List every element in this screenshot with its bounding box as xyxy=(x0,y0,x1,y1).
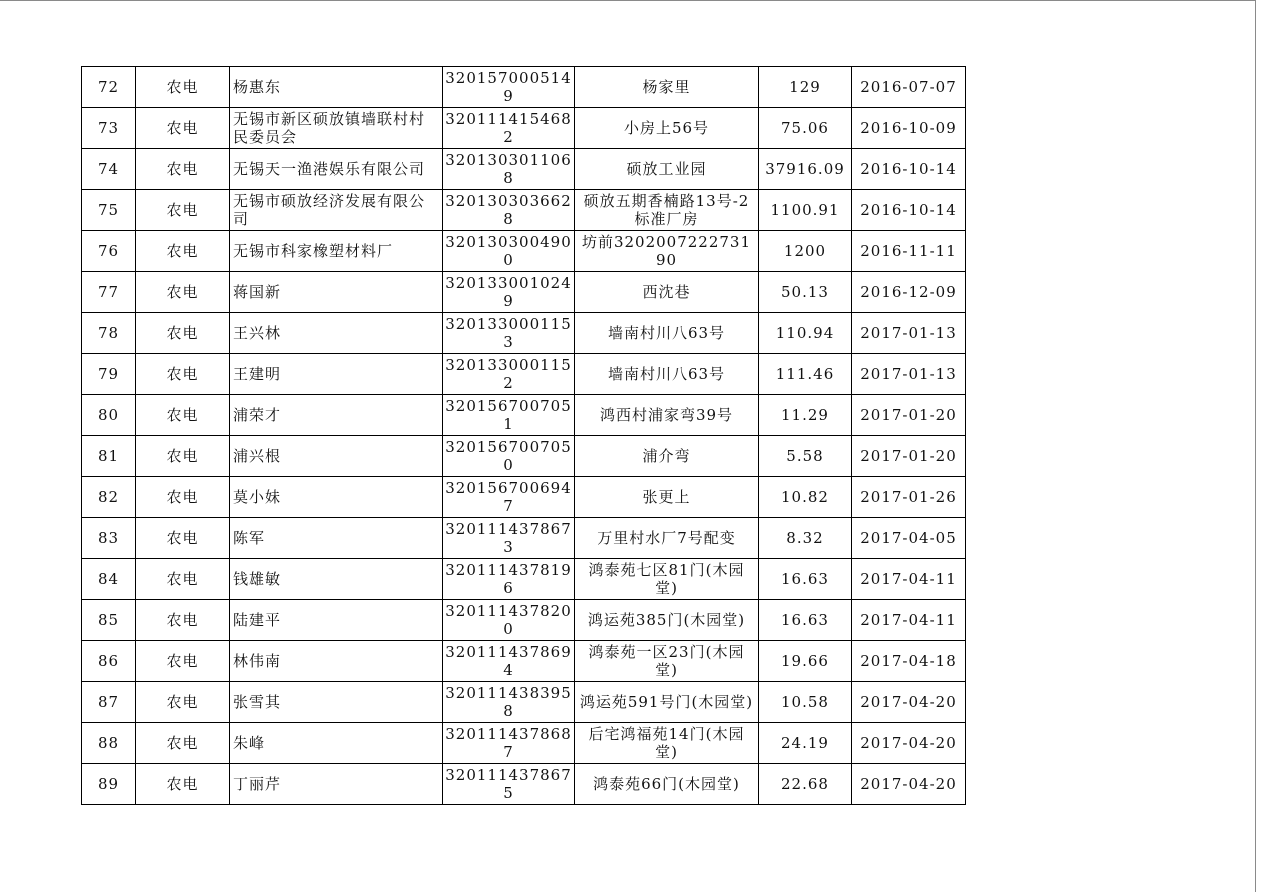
cell-amount: 16.63 xyxy=(759,600,852,641)
cell-account: 3201114378694 xyxy=(443,641,575,682)
table-row xyxy=(82,190,966,231)
cell-name: 无锡市硕放经济发展有限公司 xyxy=(230,190,443,231)
table-row xyxy=(82,354,966,395)
cell-amount: 10.82 xyxy=(759,477,852,518)
cell-account: 3201114378673 xyxy=(443,518,575,559)
cell-address: 鸿西村浦家弯39号 xyxy=(575,395,759,436)
cell-amount: 1100.91 xyxy=(759,190,852,231)
cell-amount: 8.32 xyxy=(759,518,852,559)
cell-name: 浦荣才 xyxy=(230,395,443,436)
cell-type: 农电 xyxy=(136,641,230,682)
cell-account: 3201114378200 xyxy=(443,600,575,641)
cell-account: 3201330001153 xyxy=(443,313,575,354)
cell-amount: 5.58 xyxy=(759,436,852,477)
cell-address: 张更上 xyxy=(575,477,759,518)
table-row xyxy=(82,272,966,313)
cell-type: 农电 xyxy=(136,518,230,559)
cell-amount: 19.66 xyxy=(759,641,852,682)
cell-account: 3201114383958 xyxy=(443,682,575,723)
cell-address: 鸿泰苑七区81门(木园堂) xyxy=(575,559,759,600)
cell-date: 2017-04-11 xyxy=(852,559,966,600)
cell-date: 2017-04-20 xyxy=(852,723,966,764)
cell-amount: 129 xyxy=(759,67,852,108)
cell-date: 2016-10-09 xyxy=(852,108,966,149)
cell-no: 78 xyxy=(82,313,136,354)
table-row xyxy=(82,108,966,149)
table-row xyxy=(82,231,966,272)
records-table-body xyxy=(82,67,966,805)
cell-type: 农电 xyxy=(136,272,230,313)
cell-date: 2017-01-13 xyxy=(852,313,966,354)
table-row xyxy=(82,682,966,723)
cell-no: 80 xyxy=(82,395,136,436)
cell-type: 农电 xyxy=(136,108,230,149)
cell-amount: 22.68 xyxy=(759,764,852,805)
cell-name: 陈军 xyxy=(230,518,443,559)
cell-address: 硕放工业园 xyxy=(575,149,759,190)
cell-name: 浦兴根 xyxy=(230,436,443,477)
table-row xyxy=(82,436,966,477)
cell-amount: 75.06 xyxy=(759,108,852,149)
cell-account: 3201114378687 xyxy=(443,723,575,764)
cell-account: 3201330010249 xyxy=(443,272,575,313)
cell-type: 农电 xyxy=(136,477,230,518)
cell-no: 83 xyxy=(82,518,136,559)
cell-name: 朱峰 xyxy=(230,723,443,764)
cell-type: 农电 xyxy=(136,231,230,272)
cell-type: 农电 xyxy=(136,559,230,600)
cell-no: 79 xyxy=(82,354,136,395)
cell-type: 农电 xyxy=(136,600,230,641)
cell-type: 农电 xyxy=(136,395,230,436)
cell-name: 王建明 xyxy=(230,354,443,395)
cell-type: 农电 xyxy=(136,67,230,108)
table-row xyxy=(82,477,966,518)
cell-address: 坊前320200722273190 xyxy=(575,231,759,272)
cell-amount: 24.19 xyxy=(759,723,852,764)
cell-no: 76 xyxy=(82,231,136,272)
table-row xyxy=(82,723,966,764)
cell-no: 84 xyxy=(82,559,136,600)
cell-account: 3201567007050 xyxy=(443,436,575,477)
cell-amount: 50.13 xyxy=(759,272,852,313)
cell-address: 鸿泰苑66门(木园堂) xyxy=(575,764,759,805)
cell-date: 2017-04-11 xyxy=(852,600,966,641)
cell-type: 农电 xyxy=(136,723,230,764)
cell-name: 张雪其 xyxy=(230,682,443,723)
cell-account: 3201567006947 xyxy=(443,477,575,518)
cell-no: 81 xyxy=(82,436,136,477)
cell-date: 2017-04-20 xyxy=(852,682,966,723)
cell-date: 2017-04-18 xyxy=(852,641,966,682)
cell-no: 89 xyxy=(82,764,136,805)
cell-amount: 111.46 xyxy=(759,354,852,395)
cell-amount: 1200 xyxy=(759,231,852,272)
cell-date: 2016-07-07 xyxy=(852,67,966,108)
cell-no: 75 xyxy=(82,190,136,231)
cell-no: 82 xyxy=(82,477,136,518)
table-row xyxy=(82,764,966,805)
table-row xyxy=(82,395,966,436)
cell-name: 蒋国新 xyxy=(230,272,443,313)
cell-no: 77 xyxy=(82,272,136,313)
cell-amount: 37916.09 xyxy=(759,149,852,190)
cell-account: 3201303004900 xyxy=(443,231,575,272)
cell-account: 3201303036628 xyxy=(443,190,575,231)
cell-name: 无锡天一渔港娱乐有限公司 xyxy=(230,149,443,190)
cell-address: 墙南村川八63号 xyxy=(575,313,759,354)
cell-date: 2017-01-20 xyxy=(852,436,966,477)
cell-no: 87 xyxy=(82,682,136,723)
cell-no: 88 xyxy=(82,723,136,764)
cell-name: 无锡市科家橡塑材料厂 xyxy=(230,231,443,272)
cell-address: 西沈巷 xyxy=(575,272,759,313)
cell-no: 73 xyxy=(82,108,136,149)
records-table xyxy=(81,66,966,805)
cell-name: 陆建平 xyxy=(230,600,443,641)
cell-date: 2017-04-20 xyxy=(852,764,966,805)
cell-amount: 10.58 xyxy=(759,682,852,723)
table-row xyxy=(82,149,966,190)
cell-address: 硕放五期香楠路13号-2标准厂房 xyxy=(575,190,759,231)
cell-account: 3201570005149 xyxy=(443,67,575,108)
cell-address: 鸿运苑591号门(木园堂) xyxy=(575,682,759,723)
cell-date: 2016-10-14 xyxy=(852,190,966,231)
cell-account: 3201114378675 xyxy=(443,764,575,805)
cell-date: 2017-01-20 xyxy=(852,395,966,436)
cell-account: 3201330001152 xyxy=(443,354,575,395)
cell-account: 3201114378196 xyxy=(443,559,575,600)
table-row xyxy=(82,641,966,682)
table-row xyxy=(82,518,966,559)
table-row xyxy=(82,67,966,108)
cell-type: 农电 xyxy=(136,313,230,354)
cell-date: 2017-04-05 xyxy=(852,518,966,559)
cell-date: 2016-12-09 xyxy=(852,272,966,313)
cell-no: 74 xyxy=(82,149,136,190)
cell-type: 农电 xyxy=(136,682,230,723)
table-row xyxy=(82,600,966,641)
cell-name: 王兴林 xyxy=(230,313,443,354)
cell-address: 鸿泰苑一区23门(木园堂) xyxy=(575,641,759,682)
table-row xyxy=(82,559,966,600)
cell-address: 浦介弯 xyxy=(575,436,759,477)
cell-account: 3201114154682 xyxy=(443,108,575,149)
cell-amount: 16.63 xyxy=(759,559,852,600)
cell-name: 丁丽芹 xyxy=(230,764,443,805)
cell-name: 无锡市新区硕放镇墙联村村民委员会 xyxy=(230,108,443,149)
cell-account: 3201303011068 xyxy=(443,149,575,190)
cell-type: 农电 xyxy=(136,354,230,395)
cell-type: 农电 xyxy=(136,149,230,190)
cell-name: 莫小妹 xyxy=(230,477,443,518)
cell-name: 林伟南 xyxy=(230,641,443,682)
cell-no: 86 xyxy=(82,641,136,682)
cell-amount: 110.94 xyxy=(759,313,852,354)
cell-address: 鸿运苑385门(木园堂) xyxy=(575,600,759,641)
cell-type: 农电 xyxy=(136,190,230,231)
cell-amount: 11.29 xyxy=(759,395,852,436)
cell-date: 2016-10-14 xyxy=(852,149,966,190)
cell-address: 后宅鸿福苑14门(木园堂) xyxy=(575,723,759,764)
cell-address: 墙南村川八63号 xyxy=(575,354,759,395)
cell-name: 杨惠东 xyxy=(230,67,443,108)
cell-address: 小房上56号 xyxy=(575,108,759,149)
cell-type: 农电 xyxy=(136,764,230,805)
table-row xyxy=(82,313,966,354)
cell-address: 杨家里 xyxy=(575,67,759,108)
cell-no: 72 xyxy=(82,67,136,108)
cell-date: 2017-01-26 xyxy=(852,477,966,518)
cell-date: 2016-11-11 xyxy=(852,231,966,272)
cell-date: 2017-01-13 xyxy=(852,354,966,395)
cell-type: 农电 xyxy=(136,436,230,477)
cell-address: 万里村水厂7号配变 xyxy=(575,518,759,559)
cell-no: 85 xyxy=(82,600,136,641)
cell-name: 钱雄敏 xyxy=(230,559,443,600)
cell-account: 3201567007051 xyxy=(443,395,575,436)
